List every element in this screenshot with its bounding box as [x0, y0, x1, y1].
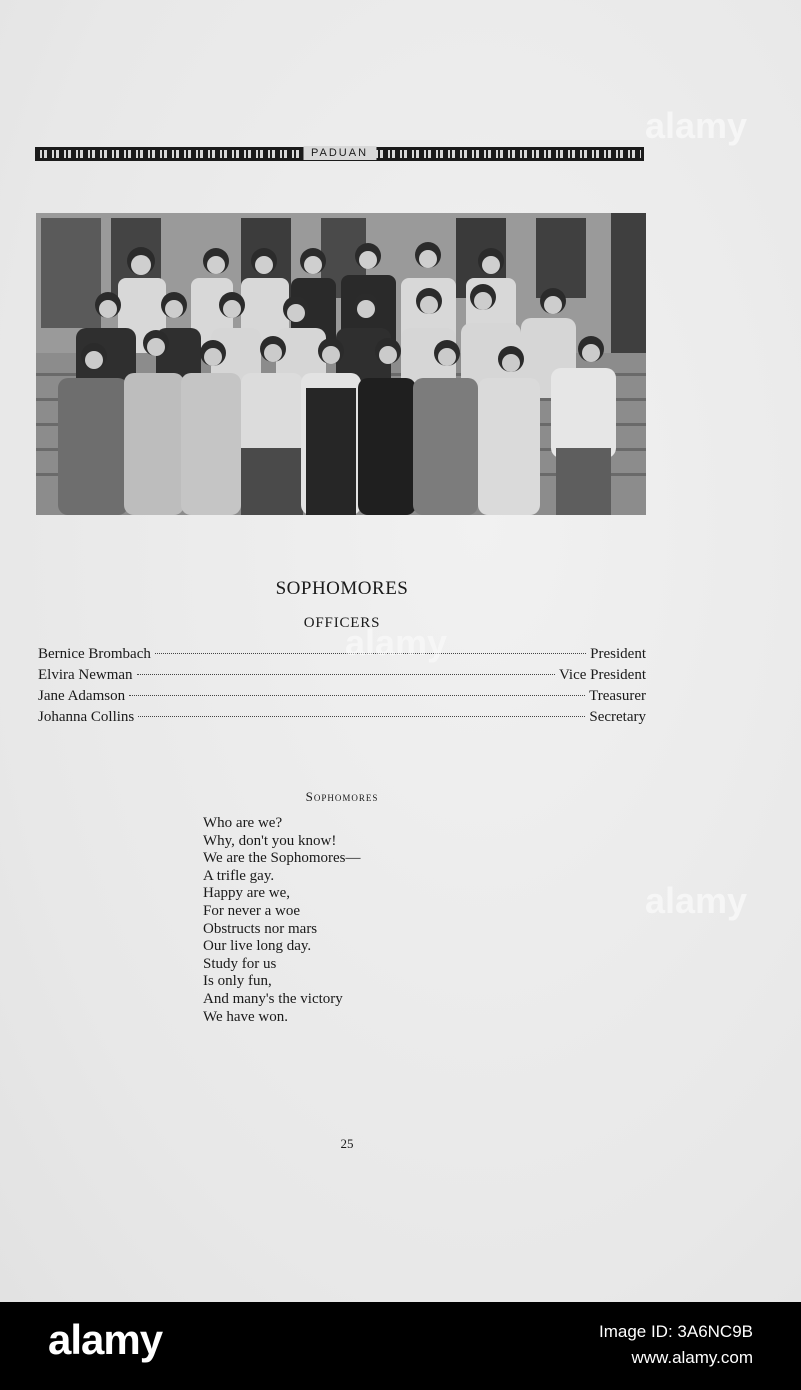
section-title: SOPHOMORES [275, 578, 409, 599]
poem-line: For never a woe [203, 902, 301, 919]
poem-line: Why, don't you know! [203, 832, 337, 849]
poem-line: Obstructs nor mars [203, 920, 318, 937]
poem-line: A trifle gay. [203, 867, 275, 884]
officer-role: Treasurer [589, 688, 646, 704]
class-photo-illustration [36, 213, 646, 515]
officer-name: Jane Adamson [38, 688, 126, 704]
header-ornament-band [35, 147, 644, 161]
officer-name: Elvira Newman [38, 667, 133, 683]
poem-line: Who are we? [203, 815, 283, 831]
poem-line: Happy are we, [203, 885, 291, 902]
officer-row [38, 707, 646, 727]
poem-body [203, 815, 361, 1026]
officers-title: OFFICERS [303, 615, 381, 631]
stock-footer [0, 1302, 801, 1390]
dot-leader [129, 695, 585, 696]
poem-line: Is only fun, [203, 973, 272, 990]
watermark: alamy [645, 105, 748, 146]
page-number: 25 [340, 1136, 354, 1151]
dot-leader [137, 674, 555, 675]
poem-line: Study for us [203, 955, 277, 972]
sophomore-class-photo [36, 213, 646, 515]
officer-row [38, 665, 646, 685]
officer-row [38, 644, 646, 664]
watermark: alamy [645, 880, 748, 921]
officer-role: Secretary [589, 709, 646, 725]
header-title: PADUAN [303, 146, 376, 160]
officer-row [38, 686, 646, 706]
site-url: www.alamy.com [631, 1348, 753, 1367]
officer-name: Johanna Collins [38, 709, 135, 725]
poem-line: And many's the victory [203, 990, 343, 1007]
officer-role: Vice President [559, 667, 646, 683]
officer-role: President [590, 646, 646, 662]
poem-line: Our live long day. [203, 938, 312, 955]
alamy-logo: alamy [48, 1316, 163, 1363]
poem-line: We are the Sophomores— [203, 850, 361, 867]
image-id: Image ID: 3A6NC9B [598, 1322, 753, 1341]
officer-name: Bernice Brombach [38, 646, 151, 662]
dot-leader [138, 716, 585, 717]
watermark: alamy [345, 622, 448, 663]
poem-line: We have won. [203, 1008, 289, 1025]
poem-title: Sophomores [305, 789, 379, 804]
